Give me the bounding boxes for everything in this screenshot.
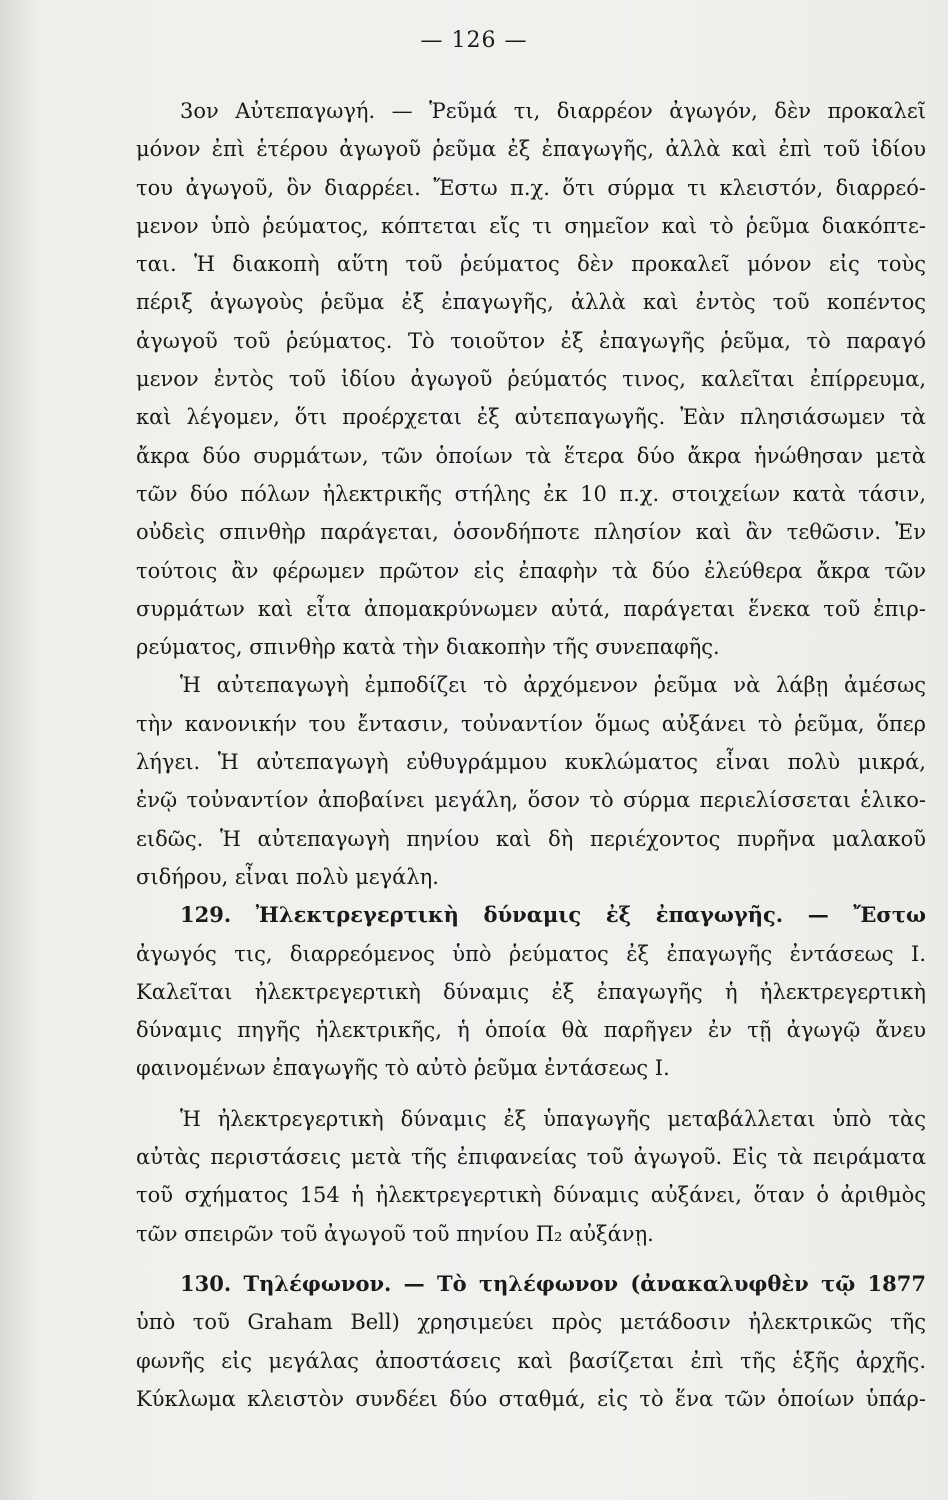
page-number: — 126 — — [420, 28, 528, 53]
text-line: ἐνῷ τοὐναντίον ἀποβαίνει μεγάλη, ὅσον τὸ σύρμα περιελίσσεται ἑλικο- — [136, 788, 926, 813]
text-line: τούτοις ἂν φέρωμεν πρῶτον εἰς ἐπαφὴν τὰ δύο ἐλεύθερα ἄκρα τῶν — [136, 558, 926, 583]
paragraph-emf-variation — [136, 1100, 926, 1253]
text-line: ἀγωγός τις, διαρρεόμενος ὑπὸ ῥεύματος ἐξ ἐπαγωγῆς ἐντάσεως Ι. — [136, 941, 926, 966]
text-line: τὴν κανονικήν του ἔντασιν, τοὐναντίον ὅμως αὐξάνει τὸ ῥεῦμα, ὅπερ — [136, 711, 926, 736]
text-line: Ἡ ἠλεκτρεγερτικὴ δύναμις ἐξ ὑπαγωγῆς μεταβάλλεται ὑπὸ τὰς — [180, 1106, 926, 1131]
text-line: μενον ἐντὸς τοῦ ἰδίου ἀγωγοῦ ῥεύματός τινος, καλεῖται ἐπίρρευμα, — [136, 367, 926, 392]
paragraph-self-induction — [136, 92, 926, 666]
text-line: φαινομένων ἐπαγωγῆς τὸ αὐτὸ ῥεῦμα ἐντάσεως Ι. — [136, 1056, 670, 1081]
text-line: σιδήρου, εἶναι πολὺ μεγάλη. — [136, 864, 439, 889]
text-line: πέριξ ἀγωγοὺς ῥεῦμα ἐξ ἐπαγωγῆς, ἀλλὰ καὶ ἐντὸς τοῦ κοπέντος — [136, 290, 926, 315]
section-heading-line: 130. Τηλέφωνον. — Τὸ τηλέφωνον (ἀνακαλυφθὲν τῷ 1877 — [180, 1270, 926, 1296]
text-line: οὐδεὶς σπινθὴρ παράγεται, ὁσονδήποτε πλησίον καὶ ἂν τεθῶσιν. Ἐν — [136, 520, 926, 545]
text-line: δύναμις πηγῆς ἠλεκτρικῆς, ἡ ὁποία θὰ παρῆγεν ἐν τῇ ἀγωγῷ ἄνευ — [136, 1018, 926, 1043]
paragraph-gap — [136, 1088, 926, 1100]
section-130-telephone — [136, 1265, 926, 1418]
text-line: φωνῆς εἰς μεγάλας ἀποστάσεις καὶ βασίζεται ἐπὶ τῆς ἑξῆς ἀρχῆς. — [136, 1348, 926, 1373]
text-line: ρεύματος, σπινθὴρ κατὰ τὴν διακοπὴν τῆς συνεπαφῆς. — [136, 635, 720, 660]
paragraph-self-induction-effects — [136, 666, 926, 896]
text-line: ται. Ἡ διακοπὴ αὕτη τοῦ ῥεύματος δὲν προκαλεῖ μόνον εἰς τοὺς — [136, 252, 926, 277]
text-line: μόνον ἐπὶ ἑτέρου ἀγωγοῦ ῥεῦμα ἐξ ἐπαγωγῆς, ἀλλὰ καὶ ἐπὶ τοῦ ἰδίου — [136, 137, 926, 162]
text-line: ειδῶς. Ἡ αὐτεπαγωγὴ πηνίου καὶ δὴ περιέχοντος πυρῆνα μαλακοῦ — [136, 826, 926, 851]
text-line: Κύκλωμα κλειστὸν συνδέει δύο σταθμά, εἰς τὸ ἕνα τῶν ὁποίων ὑπάρ- — [136, 1386, 926, 1411]
text-line: ἄκρα δύο συρμάτων, τῶν ὁποίων τὰ ἕτερα δύο ἄκρα ἡνώθησαν μετὰ — [136, 443, 926, 468]
section-heading-line: 129. Ἠλεκτρεγερτικὴ δύναμις ἐξ ἐπαγωγῆς. — Ἔστω — [180, 902, 926, 928]
text-line: μενον ὑπὸ ῥεύματος, κόπτεται εἴς τι σημεῖον καὶ τὸ ῥεῦμα διακόπτε- — [136, 213, 926, 238]
text-line: τῶν σπειρῶν τοῦ ἀγωγοῦ τοῦ πηνίου Π₂ αὐξάνῃ. — [136, 1221, 654, 1246]
text-line: Ἡ αὐτεπαγωγὴ ἐμποδίζει τὸ ἀρχόμενον ῥεῦμα νὰ λάβῃ ἀμέσως — [180, 673, 926, 698]
text-line: ὑπὸ τοῦ Graham Bell) χρησιμεύει πρὸς μετάδοσιν ἠλεκτρικῶς τῆς — [136, 1310, 926, 1335]
text-line: ἀγωγοῦ τοῦ ῥεύματος. Τὸ τοιοῦτον ἐξ ἐπαγωγῆς ῥεῦμα, τὸ παραγό — [136, 328, 926, 353]
text-line: συρμάτων καὶ εἶτα ἀπομακρύνωμεν αὐτά, παράγεται ἕνεκα τοῦ ἐπιρ- — [136, 596, 926, 621]
body-text — [136, 92, 926, 1418]
text-line: λήγει. Ἡ αὐτεπαγωγὴ εὐθυγράμμου κυκλώματος εἶναι πολὺ μικρά, — [136, 750, 926, 775]
text-line: 3ον Αὐτεπαγωγή. — Ῥεῦμά τι, διαρρέον ἀγωγόν, δὲν προκαλεῖ — [180, 99, 926, 123]
section-129-emf-induction — [136, 896, 926, 1087]
text-line: τῶν δύο πόλων ἠλεκτρικῆς στήλης ἐκ 10 π.χ. στοιχείων κατὰ τάσιν, — [136, 481, 926, 506]
text-line: καὶ λέγομεν, ὅτι προέρχεται ἐξ αὐτεπαγωγῆς. Ἐὰν πλησιάσωμεν τὰ — [136, 405, 926, 430]
text-line: του ἀγωγοῦ, ὃν διαρρέει. Ἔστω π.χ. ὅτι σύρμα τι κλειστόν, διαρρεό- — [136, 175, 926, 200]
text-line: Καλεῖται ἠλεκτρεγερτικὴ δύναμις ἐξ ἐπαγωγῆς ἡ ἠλεκτρεγερτικὴ — [136, 979, 926, 1004]
text-line: αὐτὰς περιστάσεις μετὰ τῆς ἐπιφανείας τοῦ ἀγωγοῦ. Εἰς τὰ πειράματα — [136, 1145, 926, 1170]
text-line: τοῦ σχήματος 154 ἡ ἠλεκτρεγερτικὴ δύναμις αὐξάνει, ὅταν ὁ ἀριθμὸς — [136, 1183, 926, 1208]
paragraph-gap — [136, 1253, 926, 1265]
